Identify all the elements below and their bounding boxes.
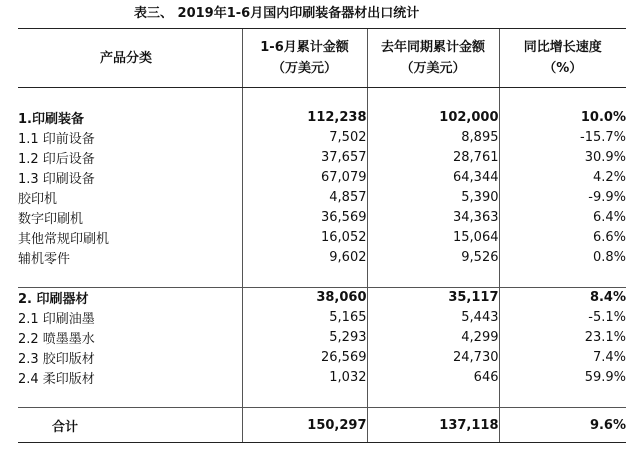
row-growth: 6.4% [499, 208, 626, 228]
header-category: 产品分类 [18, 29, 242, 88]
table-row [18, 208, 626, 228]
row-name: 数字印刷机 [18, 212, 84, 227]
row-name: 2. 印刷器材 [18, 288, 242, 308]
row-name: 1.2 印后设备 [18, 152, 95, 167]
table-row [18, 308, 626, 328]
row-current: 4,857 [242, 188, 367, 208]
header-previous-line1: 去年同期累计金额 [380, 40, 485, 55]
row-current: 7,502 [242, 128, 367, 148]
table-row [18, 228, 626, 248]
table-row [18, 348, 626, 368]
total-name: 合计 [18, 408, 242, 443]
row-growth: 4.2% [499, 168, 626, 188]
table-row [18, 128, 626, 148]
header-current-amount [242, 29, 367, 88]
row-growth: 8.4% [499, 288, 626, 308]
row-growth: -9.9% [499, 188, 626, 208]
row-current: 5,165 [242, 308, 367, 328]
row-previous: 5,443 [367, 308, 499, 328]
row-growth: 7.4% [499, 348, 626, 368]
row-current: 112,238 [242, 108, 367, 128]
row-current: 9,602 [242, 248, 367, 268]
row-growth: 0.8% [499, 248, 626, 268]
row-previous: 28,761 [367, 148, 499, 168]
row-growth: 6.6% [499, 228, 626, 248]
row-current: 67,079 [242, 168, 367, 188]
row-current: 36,569 [242, 208, 367, 228]
header-growth-line2: （%） [543, 61, 583, 76]
table-title: 表三、 2019年1-6月国内印刷装备器材出口统计 [134, 6, 420, 21]
row-growth: 10.0% [499, 108, 626, 128]
row-previous: 5,390 [367, 188, 499, 208]
row-previous: 64,344 [367, 168, 499, 188]
row-previous: 9,526 [367, 248, 499, 268]
export-statistics-table [18, 28, 626, 443]
row-name: 胶印机 [18, 192, 58, 207]
row-name: 其他常规印刷机 [18, 232, 110, 247]
table-row [18, 328, 626, 348]
row-previous: 35,117 [367, 288, 499, 308]
header-growth [499, 29, 626, 88]
row-name: 1.印刷装备 [18, 112, 84, 127]
row-previous: 4,299 [367, 328, 499, 348]
row-previous: 8,895 [367, 128, 499, 148]
row-name: 1.1 印前设备 [18, 132, 95, 147]
row-current: 38,060 [242, 288, 367, 308]
header-previous-amount [367, 29, 499, 88]
row-name: 1.3 印刷设备 [18, 172, 95, 187]
table-row [18, 188, 626, 208]
table-row [18, 168, 626, 188]
row-current: 1,032 [242, 368, 367, 388]
row-previous: 646 [367, 368, 499, 388]
row-previous: 34,363 [367, 208, 499, 228]
table-row [18, 248, 626, 268]
table-row-total [18, 408, 626, 443]
header-current-line2: （万美元） [271, 61, 337, 76]
header-row [18, 29, 626, 88]
table-row [18, 148, 626, 168]
spacer-row [18, 268, 626, 288]
header-current-line1: 1-6月累计金额 [260, 40, 349, 55]
table-row [18, 368, 626, 388]
header-growth-line1: 同比增长速度 [523, 40, 602, 55]
row-current: 5,293 [242, 328, 367, 348]
table-row-group-equipment [18, 108, 626, 128]
row-growth: 30.9% [499, 148, 626, 168]
total-growth: 9.6% [499, 408, 626, 443]
row-previous: 102,000 [367, 108, 499, 128]
row-growth: -15.7% [499, 128, 626, 148]
header-previous-line2: （万美元） [400, 61, 466, 76]
spacer-row [18, 388, 626, 408]
row-growth: 23.1% [499, 328, 626, 348]
table-row-group-materials [18, 288, 626, 308]
row-growth: -5.1% [499, 308, 626, 328]
total-previous: 137,118 [367, 408, 499, 443]
row-current: 37,657 [242, 148, 367, 168]
row-previous: 24,730 [367, 348, 499, 368]
row-growth: 59.9% [499, 368, 626, 388]
row-name: 2.2 喷墨墨水 [18, 332, 95, 347]
row-name: 2.4 柔印版材 [18, 372, 95, 387]
row-name: 2.1 印刷油墨 [18, 312, 95, 327]
row-name: 2.3 胶印版材 [18, 352, 95, 367]
row-current: 16,052 [242, 228, 367, 248]
spacer-row [18, 88, 626, 108]
row-name: 辅机零件 [18, 252, 71, 267]
row-current: 26,569 [242, 348, 367, 368]
row-previous: 15,064 [367, 228, 499, 248]
total-current: 150,297 [242, 408, 367, 443]
